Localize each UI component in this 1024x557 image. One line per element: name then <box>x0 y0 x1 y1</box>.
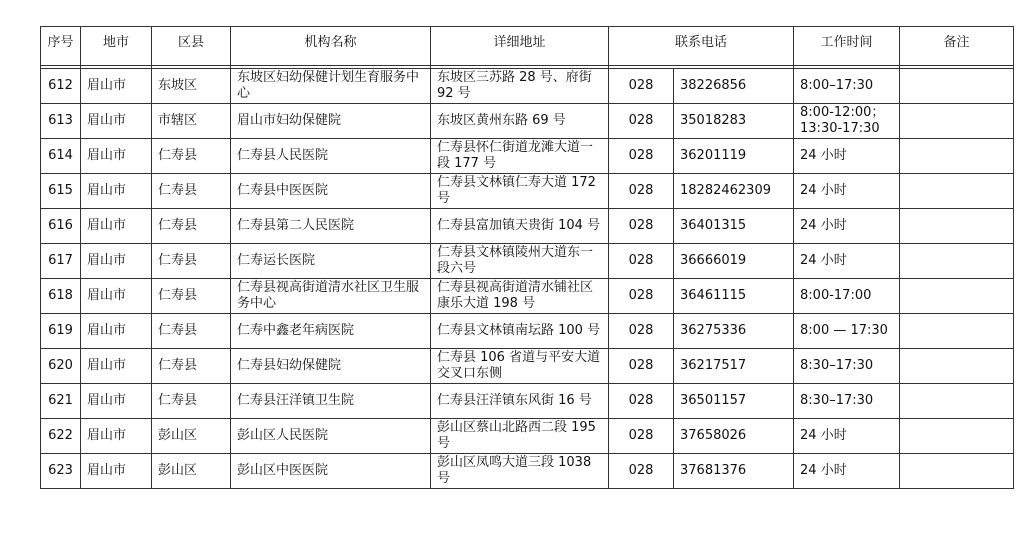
cell-city: 眉山市 <box>81 349 152 384</box>
cell-area-code: 028 <box>609 139 674 174</box>
cell-area-code: 028 <box>609 419 674 454</box>
cell-name: 仁寿县第二人民医院 <box>231 209 431 244</box>
table-row <box>41 314 1014 349</box>
cell-area-code: 028 <box>609 349 674 384</box>
cell-phone: 35018283 <box>674 104 794 139</box>
cell-seq: 615 <box>41 174 81 209</box>
cell-address: 仁寿县文林镇陵州大道东一段六号 <box>431 244 609 279</box>
cell-note <box>900 454 1014 489</box>
cell-phone: 37681376 <box>674 454 794 489</box>
header-phone: 联系电话 <box>609 27 794 66</box>
cell-note <box>900 349 1014 384</box>
cell-city: 眉山市 <box>81 314 152 349</box>
header-note: 备注 <box>900 27 1014 66</box>
header-address: 详细地址 <box>431 27 609 66</box>
cell-district: 仁寿县 <box>152 139 231 174</box>
cell-seq: 616 <box>41 209 81 244</box>
cell-hours: 8:00-12:00；13:30-17:30 <box>794 104 900 139</box>
cell-hours: 8:00–17:30 <box>794 69 900 104</box>
header-hours: 工作时间 <box>794 27 900 66</box>
cell-address: 仁寿县怀仁街道龙滩大道一段 177 号 <box>431 139 609 174</box>
cell-city: 眉山市 <box>81 104 152 139</box>
cell-hours: 24 小时 <box>794 139 900 174</box>
cell-district: 彭山区 <box>152 419 231 454</box>
cell-seq: 621 <box>41 384 81 419</box>
cell-note <box>900 384 1014 419</box>
header-city: 地市 <box>81 27 152 66</box>
cell-district: 仁寿县 <box>152 279 231 314</box>
cell-seq: 613 <box>41 104 81 139</box>
cell-phone: 36401315 <box>674 209 794 244</box>
table-row <box>41 384 1014 419</box>
cell-note <box>900 314 1014 349</box>
cell-note <box>900 279 1014 314</box>
cell-name: 仁寿县人民医院 <box>231 139 431 174</box>
cell-phone: 37658026 <box>674 419 794 454</box>
cell-city: 眉山市 <box>81 279 152 314</box>
cell-city: 眉山市 <box>81 419 152 454</box>
cell-phone: 36217517 <box>674 349 794 384</box>
cell-area-code: 028 <box>609 244 674 279</box>
cell-seq: 618 <box>41 279 81 314</box>
cell-city: 眉山市 <box>81 139 152 174</box>
cell-phone: 38226856 <box>674 69 794 104</box>
cell-address: 彭山区蔡山北路西二段 195 号 <box>431 419 609 454</box>
cell-address: 东坡区三苏路 28 号、府街 92 号 <box>431 69 609 104</box>
cell-district: 仁寿县 <box>152 209 231 244</box>
cell-address: 仁寿县富加镇天贵街 104 号 <box>431 209 609 244</box>
cell-hours: 24 小时 <box>794 244 900 279</box>
cell-address: 彭山区凤鸣大道三段 1038 号 <box>431 454 609 489</box>
cell-district: 仁寿县 <box>152 174 231 209</box>
cell-name: 仁寿县汪洋镇卫生院 <box>231 384 431 419</box>
cell-address: 仁寿县汪洋镇东风街 16 号 <box>431 384 609 419</box>
cell-city: 眉山市 <box>81 174 152 209</box>
cell-seq: 619 <box>41 314 81 349</box>
cell-seq: 623 <box>41 454 81 489</box>
cell-name: 眉山市妇幼保健院 <box>231 104 431 139</box>
cell-city: 眉山市 <box>81 209 152 244</box>
cell-phone: 36501157 <box>674 384 794 419</box>
cell-city: 眉山市 <box>81 454 152 489</box>
cell-address: 仁寿县文林镇仁寿大道 172 号 <box>431 174 609 209</box>
table-header-row <box>41 27 1014 66</box>
cell-note <box>900 244 1014 279</box>
cell-area-code: 028 <box>609 454 674 489</box>
cell-address: 仁寿县视高街道清水铺社区康乐大道 198 号 <box>431 279 609 314</box>
cell-district: 仁寿县 <box>152 314 231 349</box>
cell-hours: 8:30–17:30 <box>794 349 900 384</box>
cell-note <box>900 174 1014 209</box>
cell-hours: 24 小时 <box>794 454 900 489</box>
cell-note <box>900 69 1014 104</box>
cell-area-code: 028 <box>609 69 674 104</box>
cell-seq: 622 <box>41 419 81 454</box>
cell-hours: 24 小时 <box>794 419 900 454</box>
cell-hours: 8:00 — 17:30 <box>794 314 900 349</box>
cell-seq: 612 <box>41 69 81 104</box>
header-district: 区县 <box>152 27 231 66</box>
cell-address: 东坡区黄州东路 69 号 <box>431 104 609 139</box>
cell-city: 眉山市 <box>81 244 152 279</box>
cell-name: 仁寿中鑫老年病医院 <box>231 314 431 349</box>
cell-phone: 36275336 <box>674 314 794 349</box>
cell-hours: 8:00-17:00 <box>794 279 900 314</box>
cell-district: 仁寿县 <box>152 349 231 384</box>
cell-address: 仁寿县 106 省道与平安大道交叉口东侧 <box>431 349 609 384</box>
cell-name: 仁寿县中医医院 <box>231 174 431 209</box>
cell-city: 眉山市 <box>81 69 152 104</box>
table-row <box>41 174 1014 209</box>
cell-hours: 8:30–17:30 <box>794 384 900 419</box>
cell-address: 仁寿县文林镇南坛路 100 号 <box>431 314 609 349</box>
cell-seq: 617 <box>41 244 81 279</box>
cell-name: 彭山区中医医院 <box>231 454 431 489</box>
institution-table <box>40 26 1014 489</box>
cell-hours: 24 小时 <box>794 174 900 209</box>
cell-area-code: 028 <box>609 384 674 419</box>
cell-note <box>900 419 1014 454</box>
cell-district: 仁寿县 <box>152 244 231 279</box>
cell-area-code: 028 <box>609 174 674 209</box>
header-seq: 序号 <box>41 27 81 66</box>
cell-phone: 36666019 <box>674 244 794 279</box>
table-row <box>41 139 1014 174</box>
table-row <box>41 349 1014 384</box>
cell-name: 仁寿县妇幼保健院 <box>231 349 431 384</box>
cell-name: 东坡区妇幼保健计划生育服务中心 <box>231 69 431 104</box>
cell-phone: 18282462309 <box>674 174 794 209</box>
cell-district: 东坡区 <box>152 69 231 104</box>
cell-district: 仁寿县 <box>152 384 231 419</box>
cell-note <box>900 104 1014 139</box>
table-row <box>41 419 1014 454</box>
cell-area-code: 028 <box>609 209 674 244</box>
table-row <box>41 244 1014 279</box>
cell-district: 彭山区 <box>152 454 231 489</box>
cell-name: 彭山区人民医院 <box>231 419 431 454</box>
cell-seq: 620 <box>41 349 81 384</box>
cell-phone: 36201119 <box>674 139 794 174</box>
cell-area-code: 028 <box>609 314 674 349</box>
cell-name: 仁寿县视高街道清水社区卫生服务中心 <box>231 279 431 314</box>
cell-note <box>900 139 1014 174</box>
cell-note <box>900 209 1014 244</box>
cell-district: 市辖区 <box>152 104 231 139</box>
cell-area-code: 028 <box>609 279 674 314</box>
cell-hours: 24 小时 <box>794 209 900 244</box>
cell-name: 仁寿运长医院 <box>231 244 431 279</box>
cell-area-code: 028 <box>609 104 674 139</box>
cell-city: 眉山市 <box>81 384 152 419</box>
cell-phone: 36461115 <box>674 279 794 314</box>
cell-seq: 614 <box>41 139 81 174</box>
table-row <box>41 104 1014 139</box>
table-row <box>41 454 1014 489</box>
table-row <box>41 279 1014 314</box>
header-name: 机构名称 <box>231 27 431 66</box>
table-row <box>41 69 1014 104</box>
table-row <box>41 209 1014 244</box>
